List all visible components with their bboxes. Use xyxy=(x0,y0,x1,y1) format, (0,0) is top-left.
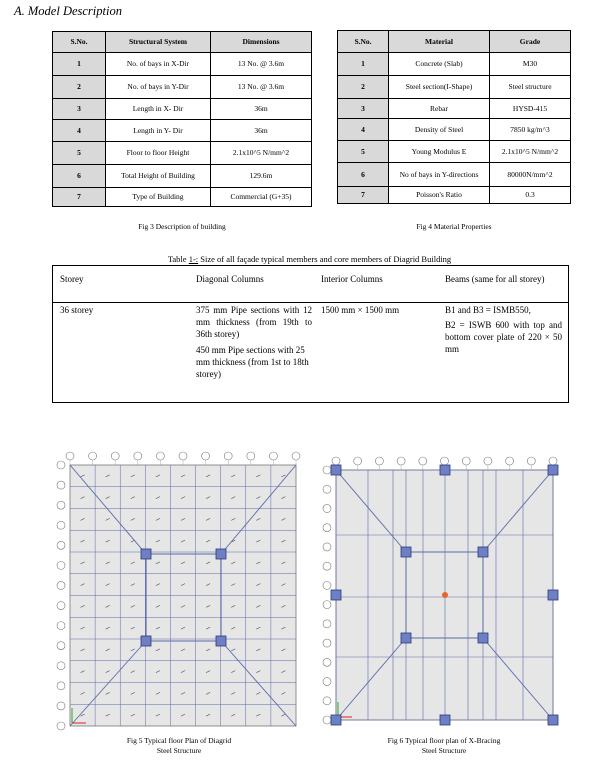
grid-bubble xyxy=(57,702,65,710)
material-cell: Density of Steel xyxy=(389,119,490,141)
grid-bubble xyxy=(323,716,331,724)
grid-bubble xyxy=(292,452,300,460)
table3-title-text: Size of all façade typical members and core members of Diagrid Building xyxy=(198,254,452,264)
system-cell: Length in Y- Dir xyxy=(106,120,211,142)
table3-title xyxy=(52,254,567,264)
dimension-cell: 2.1x10^5 N/mm^2 xyxy=(211,142,312,165)
fig6-caption-line2: Steel Structure xyxy=(421,745,467,755)
grid-bubble xyxy=(323,524,331,532)
table-row xyxy=(53,99,312,120)
column-square xyxy=(478,547,488,557)
sno-cell: 1 xyxy=(338,53,389,76)
structural-system-table xyxy=(52,31,312,207)
dimension-cell: Commercial (G+35) xyxy=(211,188,312,207)
sno-cell: 6 xyxy=(338,163,389,187)
table-row xyxy=(53,53,312,76)
grid-bubble xyxy=(247,452,255,460)
sno-cell: 7 xyxy=(53,188,106,207)
grid-bubble xyxy=(323,504,331,512)
center-of-mass-marker xyxy=(442,592,448,598)
table-row xyxy=(53,165,312,188)
interior-columns-cell: 1500 mm × 1500 mm xyxy=(321,305,400,315)
grid-bubble xyxy=(323,601,331,609)
table3-number: 1-: xyxy=(188,254,199,264)
table-row xyxy=(338,76,571,99)
material-cell: Rebar xyxy=(389,99,490,119)
col-header: Interior Columns xyxy=(321,274,383,284)
sno-cell: 7 xyxy=(338,187,389,204)
column-square xyxy=(440,465,450,475)
member-sizes-table xyxy=(52,265,569,403)
grid-bubble xyxy=(323,658,331,666)
col-header: Diagonal Columns xyxy=(196,274,264,284)
grid-bubble xyxy=(397,457,405,465)
grid-bubble xyxy=(332,457,340,465)
grid-bubble xyxy=(57,662,65,670)
column-square xyxy=(331,590,341,600)
grid-bubble xyxy=(484,457,492,465)
fig6-caption xyxy=(318,736,570,756)
grid-bubble xyxy=(549,457,557,465)
sno-cell: 3 xyxy=(53,99,106,120)
fig5-caption xyxy=(53,736,305,756)
column-square xyxy=(401,547,411,557)
x-bracing-floor-plan-figure xyxy=(318,447,570,731)
dimension-cell: 13 No. @ 3.6m xyxy=(211,53,312,76)
table3-title-prefix: Table xyxy=(167,254,189,264)
grid-bubble xyxy=(134,452,142,460)
table-row xyxy=(53,188,312,207)
material-cell: Poisson's Ratio xyxy=(389,187,490,204)
table-row xyxy=(338,163,571,187)
grid-bubble xyxy=(323,562,331,570)
column-square xyxy=(141,636,151,646)
system-cell: Floor to floor Height xyxy=(106,142,211,165)
column-square xyxy=(331,715,341,725)
sno-cell: 3 xyxy=(338,99,389,119)
grade-cell: Steel structure xyxy=(490,76,571,99)
grid-bubble xyxy=(323,581,331,589)
sno-cell: 4 xyxy=(53,120,106,142)
grid-bubble xyxy=(354,457,362,465)
grid-bubble xyxy=(527,457,535,465)
col-header: Grade xyxy=(490,31,571,53)
table-row xyxy=(338,141,571,163)
grid-bubble xyxy=(323,543,331,551)
material-cell: Steel section(I-Shape) xyxy=(389,76,490,99)
grade-cell: M30 xyxy=(490,53,571,76)
grid-bubble xyxy=(323,697,331,705)
grid-bubble xyxy=(179,452,187,460)
grade-cell: 80000N/mm^2 xyxy=(490,163,571,187)
column-square xyxy=(548,465,558,475)
column-square xyxy=(401,633,411,643)
col-header: Structural System xyxy=(106,32,211,53)
grade-cell: HYSD-415 xyxy=(490,99,571,119)
fig5-caption-line1: Fig 5 Typical floor Plan of Diagrid xyxy=(126,736,232,745)
grid-bubble xyxy=(224,452,232,460)
grid-bubble xyxy=(323,678,331,686)
grid-bubble xyxy=(66,452,74,460)
dimension-cell: 36m xyxy=(211,120,312,142)
grid-bubble xyxy=(57,481,65,489)
grid-bubble xyxy=(156,452,164,460)
fig5-caption-line2: Steel Structure xyxy=(156,745,202,755)
grid-bubble xyxy=(462,457,470,465)
grid-bubble xyxy=(57,541,65,549)
sno-cell: 2 xyxy=(338,76,389,99)
table-row xyxy=(338,53,571,76)
grid-bubble xyxy=(57,521,65,529)
grade-cell: 2.1x10^5 N/mm^2 xyxy=(490,141,571,163)
dimension-cell: 13 No. @ 3.6m xyxy=(211,76,312,99)
sno-cell: 5 xyxy=(53,142,106,165)
sno-cell: 2 xyxy=(53,76,106,99)
table-header-row xyxy=(53,266,568,303)
system-cell: Type of Building xyxy=(106,188,211,207)
grid-bubble xyxy=(323,620,331,628)
system-cell: No. of bays in Y-Dir xyxy=(106,76,211,99)
column-square xyxy=(478,633,488,643)
dimension-cell: 129.6m xyxy=(211,165,312,188)
col-header: Material xyxy=(389,31,490,53)
grid-bubble xyxy=(57,622,65,630)
diagonal-columns-upper: 375 mm Pipe sections with 12 mm thickness (from 19th to 36th storey) xyxy=(196,305,312,340)
grid-bubble xyxy=(57,682,65,690)
section-heading: A. Model Description xyxy=(14,4,122,18)
grid-bubble xyxy=(57,722,65,730)
grid-bubble xyxy=(375,457,383,465)
system-cell: Length in X- Dir xyxy=(106,99,211,120)
col-header: S.No. xyxy=(53,32,106,53)
grid-bubble xyxy=(323,639,331,647)
grid-bubble xyxy=(57,642,65,650)
dimension-cell: 36m xyxy=(211,99,312,120)
sno-cell: 5 xyxy=(338,141,389,163)
grid-bubble xyxy=(441,457,449,465)
column-square xyxy=(331,465,341,475)
fig6-caption-line1: Fig 6 Typical floor plan of X-Bracing xyxy=(387,736,501,745)
col-header: Beams (same for all storey) xyxy=(445,274,545,284)
grid-bubble xyxy=(111,452,119,460)
grid-bubble xyxy=(89,452,97,460)
storey-cell: 36 storey xyxy=(60,305,94,315)
grid-bubble xyxy=(57,561,65,569)
table2-caption: Fig 4 Material Properties xyxy=(416,222,492,231)
grid-bubble xyxy=(323,485,331,493)
grid-bubble xyxy=(269,452,277,460)
material-cell: Concrete (Slab) xyxy=(389,53,490,76)
column-square xyxy=(216,636,226,646)
table-row xyxy=(53,120,312,142)
sno-cell: 4 xyxy=(338,119,389,141)
material-cell: Young Modulus E xyxy=(389,141,490,163)
table1-caption: Fig 3 Description of building xyxy=(138,222,226,231)
column-square xyxy=(548,715,558,725)
grade-cell: 0.3 xyxy=(490,187,571,204)
grid-bubble xyxy=(57,581,65,589)
grid-bubble xyxy=(57,501,65,509)
diagonal-columns-lower: 450 mm Pipe sections with 25 mm thickness (from 1st to 18th storey) xyxy=(196,345,309,380)
table-row xyxy=(53,76,312,99)
grid-bubble xyxy=(506,457,514,465)
col-header: Storey xyxy=(60,274,84,284)
system-cell: Total Height of Building xyxy=(106,165,211,188)
material-cell: No of bays in Y-directions xyxy=(389,163,490,187)
sno-cell: 6 xyxy=(53,165,106,188)
column-square xyxy=(141,549,151,559)
column-square xyxy=(440,715,450,725)
column-square xyxy=(548,590,558,600)
table-row xyxy=(338,119,571,141)
grid-bubble xyxy=(57,461,65,469)
col-header: Dimensions xyxy=(211,32,312,53)
table-row xyxy=(53,142,312,165)
grid-bubble xyxy=(57,602,65,610)
beams-b1-b3: B1 and B3 = ISMB550, xyxy=(445,305,531,315)
column-square xyxy=(216,549,226,559)
table-row xyxy=(338,99,571,119)
sno-cell: 1 xyxy=(53,53,106,76)
material-properties-table xyxy=(337,30,571,204)
table-row xyxy=(338,187,571,204)
grade-cell: 7850 kg/m^3 xyxy=(490,119,571,141)
system-cell: No. of bays in X-Dir xyxy=(106,53,211,76)
grid-bubble xyxy=(323,466,331,474)
grid-bubble xyxy=(419,457,427,465)
beams-b2: B2 = ISWB 600 with top and bottom cover plate of 220 × 50 mm xyxy=(445,320,562,355)
diagrid-floor-plan-figure xyxy=(53,447,305,731)
grid-bubble xyxy=(202,452,210,460)
col-header: S.No. xyxy=(338,31,389,53)
